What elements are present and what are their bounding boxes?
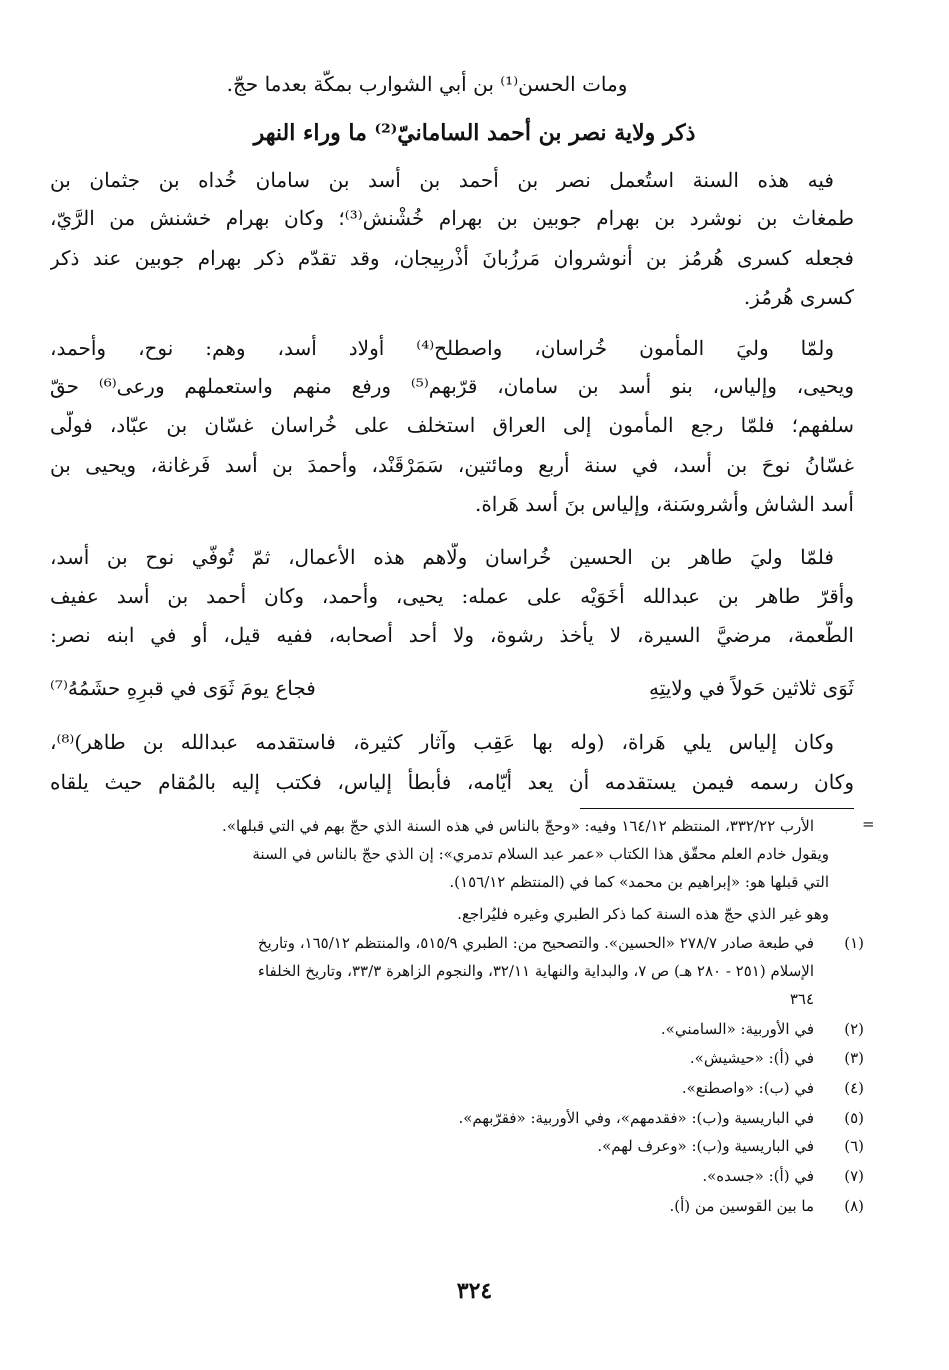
footnote-number: (٨) [844,1197,864,1215]
poetry-verse [50,676,854,708]
text-line: وكان إلياس يلي هَراة، (وله بها عَقِب وآثار كثيرة، فاستقدمه عبدالله بن طاهر)⁽⁸⁾، [50,730,834,754]
note-continued-line: وهو غير الذي حجّ هذه السنة كما ذكر الطبري وغيره فليُراجع. [457,905,829,923]
footnote-separator [580,808,854,809]
footnote-number: (٥) [844,1109,864,1127]
footnote-text: ٣٦٤ [789,990,814,1008]
section-heading: ذكر ولاية نصر بن أحمد السامانيّ⁽²⁾ ما وراء النهر [253,120,696,146]
text-line: الطُّعمة، مرضيَّ السيرة، لا يأخذ رشوة، ولا أحد أصحابه، ففيه قيل، أو في ابنه نصر: [50,623,854,647]
text-line: فجعله كسرى هُرمُز بن أنوشروان مَرزُبانَ أَذْربِيجان، وقد تقدّم ذكر بهرام جوبين عند ذكر [50,246,854,270]
verse-hemistich-right: ثَوَى ثلاثين حَولاً في ولايتِهِ [648,676,854,700]
footnote-text: في (أ): «حيشيش». [689,1049,814,1067]
continuation-mark: = [862,815,875,833]
text-line: فلمّا وليَ طاهر بن الحسين خُراسان ولّاهم هذه الأعمال، ثمّ تُوفّي نوح بن أسد، [50,545,834,569]
text-line: طمغاث بن نوشرد بن بهرام جوبين بن بهرام خُشْنش⁽³⁾؛ وكان بهرام خشنش من الرَّيّ، [50,206,854,230]
footnote-number: (٦) [844,1137,864,1155]
verse-hemistich-left: فجاع يومَ ثَوَى في قبرِهِ حشَمُهُ⁽⁷⁾ [50,676,316,700]
footnote-text: في (ب): «واصطنع». [681,1079,814,1097]
text-line: ولمّا وليَ المأمون خُراسان، واصطلح⁽⁴⁾ أولاد أسد، وهم: نوح، وأحمد، [50,336,834,360]
text-line: أسد الشاش وأُشروسَنة، وإلياس بنَ أسد هَراة. [474,492,854,516]
text-line: ويحيى، وإلياس، بنو أسد بن سامان، قرّبهم⁽⁵⁾ ورفع منهم واستعملهم ورعى⁽⁶⁾ حقّ [50,374,854,398]
footnote-number: (٧) [844,1167,864,1185]
footnote-text: ما بين القوسين من (أ). [669,1197,814,1215]
note-continued-line: ويقول خادم العلم محقّق هذا الكتاب «عمر عبد السلام تدمري»: إن الذي حجّ بالناس في السنة [252,845,829,863]
text-line: كسرى هُرمُز. [743,285,854,309]
text-line: غسّانُ نوحَ بن أسد، في سنة أربع ومائتين، سَمَرْقَنْد، وأحمدَ بن أسد فَرغانة، ويحيى بن [50,453,854,477]
note-continued-line: التي قبلها هو: «إبراهيم بن محمد» كما في (المنتظم ١٥٦/١٢). [449,873,829,891]
footnote-number: (١) [844,934,864,952]
footnote-number: (٤) [844,1079,864,1097]
page-number: ٣٢٤ [456,1278,493,1304]
footnote-text: الإسلام (٢٥١ - ٢٨٠ هـ) ص ٧، والبداية والنهاية ٣٢/١١، والنجوم الزاهرة ٣٣/٣، وتاريخ الخلفاء [257,962,814,980]
footnote-number: (٣) [844,1049,864,1067]
text-line: وأقرّ طاهر بن عبدالله أخَوَيْه على عمله: يحيى، وأحمد، وكان أحمد بن أسد عفيف [50,584,854,608]
footnote-text: في الباريسية و(ب): «وعرف لهم». [597,1137,814,1155]
footnote-text: في الأوربية: «السامني». [660,1020,814,1038]
text-line: سلفهم؛ فلمّا رجع المأمون إلى العراق استخلف على خُراسان غسّان بن عبّاد، فولّى [50,413,854,437]
footnote-text: في (أ): «جسده». [702,1167,814,1185]
footnote-number: (٢) [844,1020,864,1038]
text-line: فيه هذه السنة استُعمل نصر بن أحمد بن أسد بن سامان خُداه بن جثمان بن [50,168,834,192]
note-continued-line: الأرب ٣٣٢/٢٢، المنتظم ١٦٤/١٢ وفيه: «وحجّ بالناس في هذه السنة الذي حجّ بهم في التي قبلها». [222,817,814,835]
intro-line: ومات الحسن⁽¹⁾ بن أبي الشوارب بمكّة بعدما حجّ. [226,72,628,96]
footnote-text: في طبعة صادر ٢٧٨/٧ «الحسين». والتصحيح من: الطبري ٥١٥/٩، والمنتظم ١٦٥/١٢، وتاريخ [257,934,814,952]
text-line: وكان رسمه فيمن يستقدمه أن يعد أيّامه، فأبطأ إلياس، فكتب إليه بالمُقام حيث يلقاه [50,770,854,794]
footnote-text: في الباريسية و(ب): «فقدمهم»، وفي الأوربية: «فقرّبهم». [458,1109,814,1127]
